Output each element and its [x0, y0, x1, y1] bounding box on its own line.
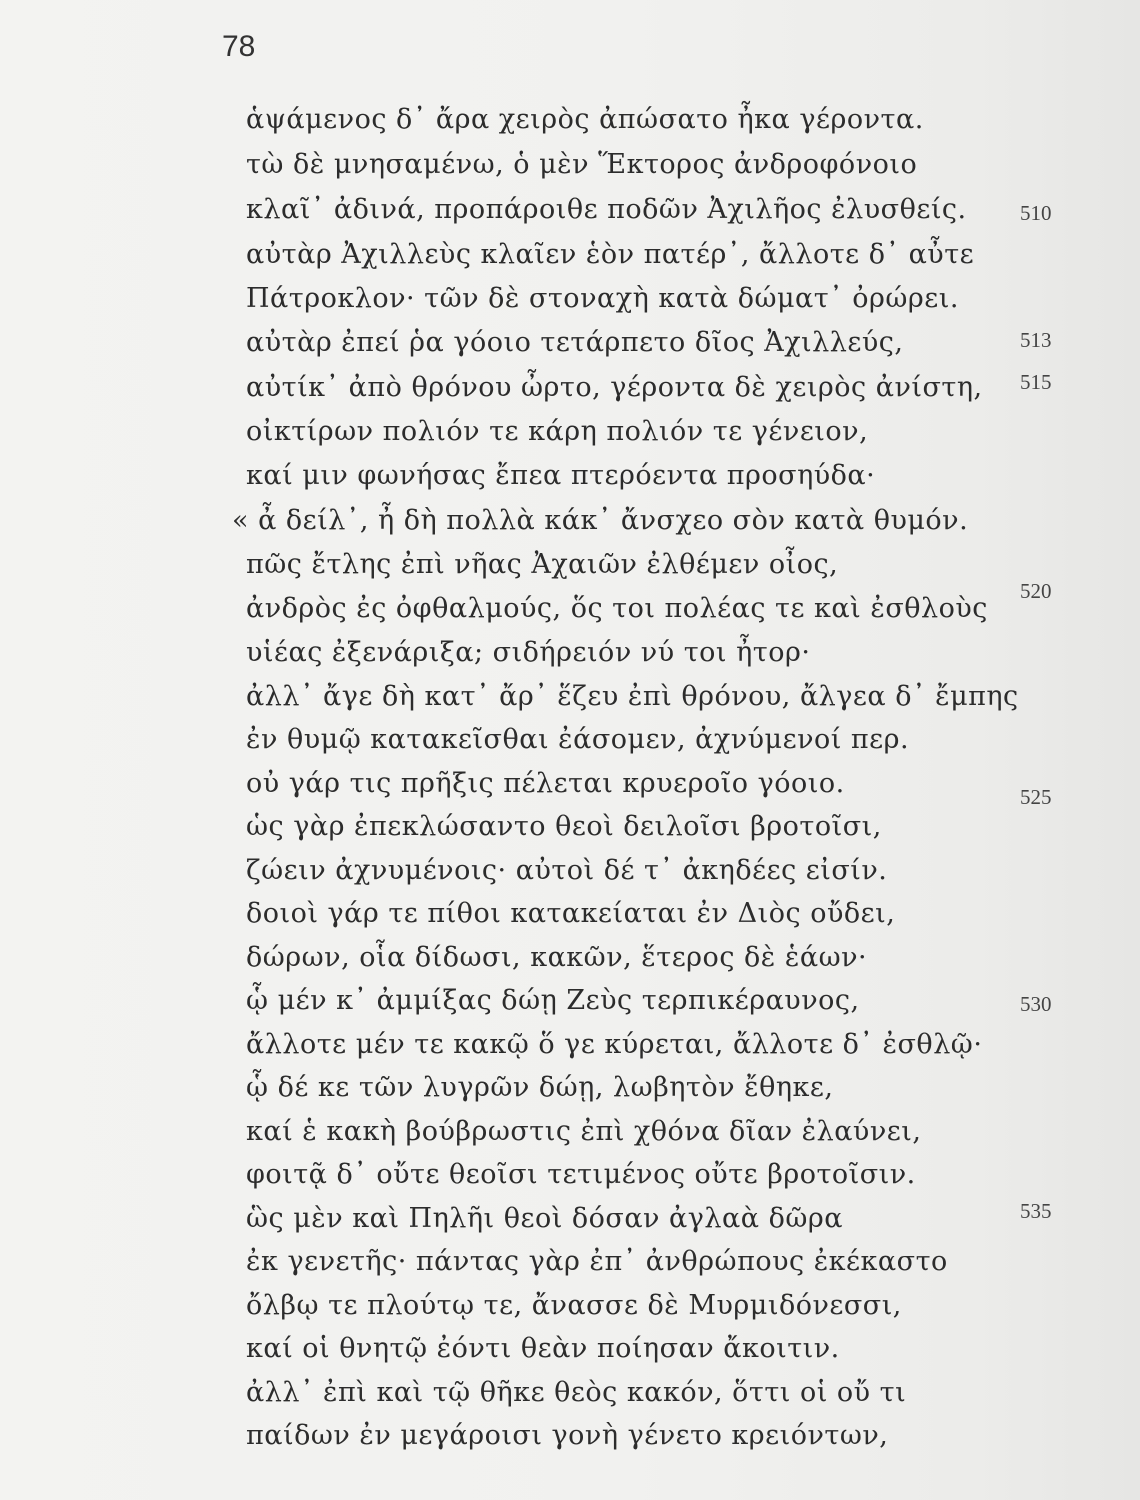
- verse-line: ἀλλ᾽ ἐπὶ καὶ τῷ θῆκε θεὸς κακόν, ὅττι οἱ οὔ τι: [246, 1377, 907, 1408]
- verse-line: ὄλβῳ τε πλούτῳ τε, ἄνασσε δὲ Μυρμιδόνεσσι,: [246, 1290, 902, 1321]
- verse-line: ἐν θυμῷ κατακεῖσθαι ἐάσομεν, ἀχνύμενοί περ.: [246, 724, 910, 755]
- verse-line: κλαῖ᾽ ἀδινά, προπάροιθε ποδῶν Ἀχιλῆος ἐλυσθείς.: [246, 194, 967, 225]
- line-number: 515: [1020, 370, 1052, 394]
- page-number: 78: [222, 30, 256, 63]
- verse-line: ἀλλ᾽ ἄγε δὴ κατ᾽ ἄρ᾽ ἕζευ ἐπὶ θρόνου, ἄλγεα δ᾽ ἔμπης: [246, 681, 1019, 712]
- verse-line: οὐ γάρ τις πρῆξις πέλεται κρυεροῖο γόοιο.: [246, 768, 845, 799]
- verse-line: ἀνδρὸς ἐς ὀφθαλμούς, ὅς τοι πολέας τε καὶ ἐσθλοὺς: [246, 593, 988, 624]
- verse-line: καί μιν φωνήσας ἔπεα πτερόεντα προσηύδα·: [246, 460, 876, 491]
- verse-line: δώρων, οἷα δίδωσι, κακῶν, ἕτερος δὲ ἑάων·: [246, 942, 868, 973]
- verse-line: παίδων ἐν μεγάροισι γονὴ γένετο κρειόντων,: [246, 1420, 889, 1451]
- verse-line: καί οἱ θνητῷ ἐόντι θεὰν ποίησαν ἄκοιτιν.: [246, 1333, 840, 1364]
- verse-line: αὐτίκ᾽ ἀπὸ θρόνου ὦρτο, γέροντα δὲ χειρὸς ἀνίστη,: [246, 372, 983, 403]
- line-number: 525: [1020, 785, 1052, 809]
- verse-line: Πάτροκλον· τῶν δὲ στοναχὴ κατὰ δώματ᾽ ὀρώρει.: [246, 283, 959, 314]
- verse-line: ἄλλοτε μέν τε κακῷ ὅ γε κύρεται, ἄλλοτε δ᾽ ἐσθλῷ·: [246, 1029, 983, 1060]
- verse-line: τὼ δὲ μνησαμένω, ὁ μὲν Ἕκτορος ἀνδροφόνοιο: [246, 149, 918, 180]
- verse-line: αὐτὰρ Ἀχιλλεὺς κλαῖεν ἑὸν πατέρ᾽, ἄλλοτε δ᾽ αὖτε: [246, 239, 975, 270]
- verse-line: οἰκτίρων πολιόν τε κάρη πολιόν τε γένειον,: [246, 416, 869, 447]
- verse-line: ὡς γὰρ ἐπεκλώσαντο θεοὶ δειλοῖσι βροτοῖσι,: [246, 811, 882, 842]
- verse-line: φοιτᾷ δ᾽ οὔτε θεοῖσι τετιμένος οὔτε βροτοῖσιν.: [246, 1159, 916, 1190]
- verse-line: « ἆ δείλ᾽, ἦ δὴ πολλὰ κάκ᾽ ἄνσχεο σὸν κατὰ θυμόν.: [232, 505, 969, 536]
- verse-line: πῶς ἔτλης ἐπὶ νῆας Ἀχαιῶν ἐλθέμεν οἶος,: [246, 549, 839, 580]
- line-number: 530: [1020, 992, 1052, 1016]
- verse-line: ᾧ δέ κε τῶν λυγρῶν δώῃ, λωβητὸν ἔθηκε,: [246, 1072, 834, 1103]
- verse-line: υἱέας ἐξενάριξα; σιδήρειόν νύ τοι ἦτορ·: [246, 637, 811, 668]
- verse-line: ζώειν ἀχνυμένοις· αὐτοὶ δέ τ᾽ ἀκηδέες εἰσίν.: [246, 855, 888, 886]
- line-number: 510: [1020, 201, 1052, 225]
- verse-line: ὣς μὲν καὶ Πηλῆι θεοὶ δόσαν ἀγλαὰ δῶρα: [246, 1203, 843, 1234]
- verse-line: καί ἑ κακὴ βούβρωστις ἐπὶ χθόνα δῖαν ἐλαύνει,: [246, 1116, 922, 1147]
- verse-line: ἁψάμενος δ᾽ ἄρα χειρὸς ἀπώσατο ἦκα γέροντα.: [246, 104, 924, 135]
- line-number: 520: [1020, 579, 1052, 603]
- verse-line: δοιοὶ γάρ τε πίθοι κατακείαται ἐν Διὸς οὔδει,: [246, 898, 896, 929]
- line-number: 535: [1020, 1199, 1052, 1223]
- verse-line: αὐτὰρ ἐπεί ῥα γόοιο τετάρπετο δῖος Ἀχιλλεύς,: [246, 327, 904, 358]
- verse-line: ἐκ γενετῆς· πάντας γὰρ ἐπ᾽ ἀνθρώπους ἐκέκαστο: [246, 1246, 948, 1277]
- line-number: 513: [1020, 328, 1052, 352]
- verse-line: ᾧ μέν κ᾽ ἀμμίξας δώῃ Ζεὺς τερπικέραυνος,: [246, 985, 860, 1016]
